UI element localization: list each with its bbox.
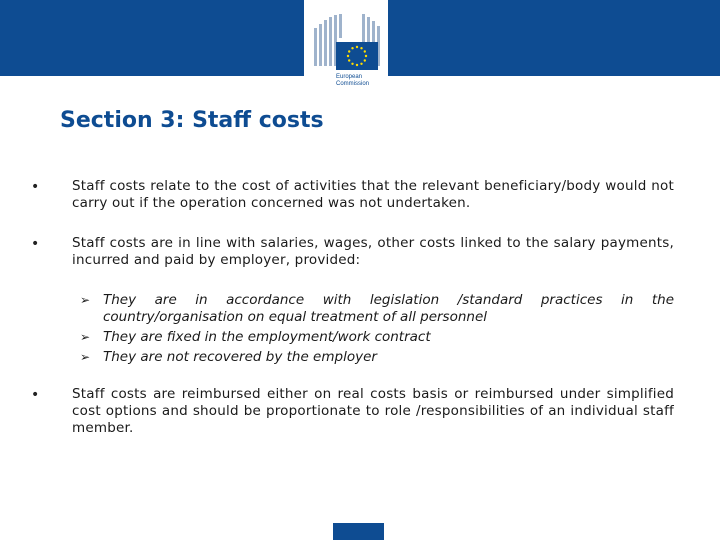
sub-item-text: They are in accordance with legislation /standard practices in the country/organisation on equal treatment of all personnel xyxy=(103,292,674,325)
sub-list-item xyxy=(80,292,674,326)
bullet-text: Staff costs relate to the cost of activities that the relevant beneficiary/body would not carry out if the operation concerned was not undertaken. xyxy=(72,178,674,211)
bullet-text: Staff costs are in line with salaries, wages, other costs linked to the salary payments, incurred and paid by employer, provided: xyxy=(72,235,674,268)
page-title: Section 3: Staff costs xyxy=(60,108,324,133)
bullet-marker: • xyxy=(31,179,40,195)
bullet-text: Staff costs are reimbursed either on real costs basis or reimbursed under simplified cost options and should be proportionate to role /responsibilities of an individual staff member. xyxy=(72,386,674,436)
arrow-bullet-icon: ➢ xyxy=(80,293,91,307)
logo-text xyxy=(336,74,386,88)
sub-list-item xyxy=(80,349,674,366)
arrow-bullet-icon: ➢ xyxy=(80,330,91,344)
european-commission-logo xyxy=(304,0,388,98)
eu-flag-icon xyxy=(336,42,378,70)
sub-list-item xyxy=(80,329,674,346)
bullet-marker: • xyxy=(31,236,40,252)
logo-line-1: European xyxy=(336,74,363,80)
bullet-marker: • xyxy=(31,387,40,403)
sub-item-text: They are fixed in the employment/work contract xyxy=(103,329,431,345)
footer-bar xyxy=(333,523,384,540)
arrow-bullet-icon: ➢ xyxy=(80,350,91,364)
logo-line-2: Commission xyxy=(336,81,370,87)
sub-item-text: They are not recovered by the employer xyxy=(103,349,377,365)
